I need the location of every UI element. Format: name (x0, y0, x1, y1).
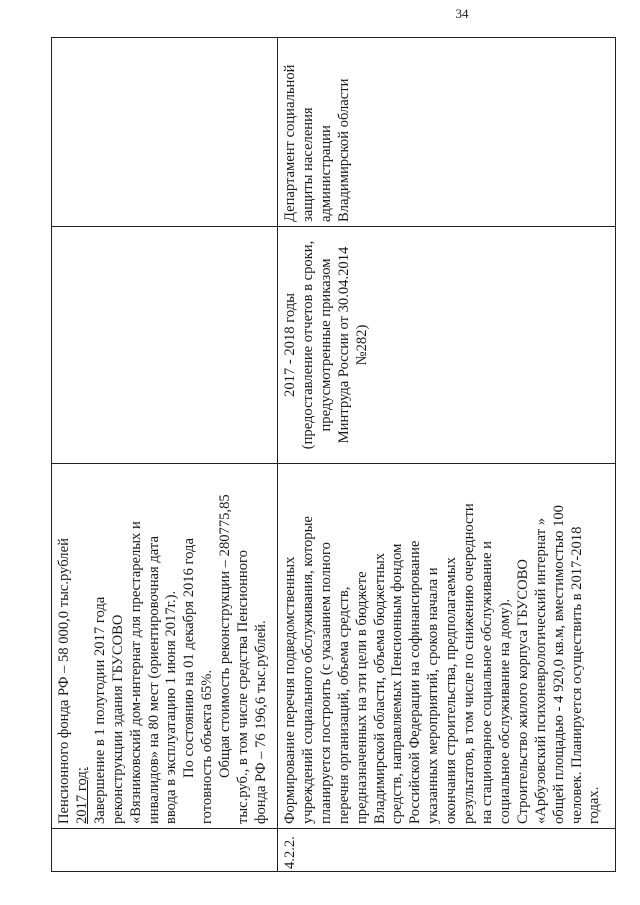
text-line: предназначенных на эти цели в бюджете (353, 571, 370, 824)
text-line: По состоянию на 01 декабря 2016 года (181, 538, 198, 778)
text-line: средств, направляемых Пенсионным фондом (389, 543, 406, 824)
table-rule-top (51, 37, 52, 872)
table-rule-row-divider (277, 37, 278, 872)
text-line: Общая стоимость реконструкции – 280775,85 (217, 494, 234, 778)
text-line: Завершение в 1 полугодии 2017 года (91, 596, 108, 824)
table-rule-description-col (51, 828, 616, 829)
text-line: общей площадью - 4 920,0 кв.м, вместимостью 100 (550, 505, 567, 824)
text-line: Строительство жилого корпуса ГБУСОВО (514, 559, 531, 824)
responsible-line: администрации (317, 125, 334, 222)
responsible-line: Владимирской области (335, 78, 352, 222)
text-line: человек. Планируется осуществить в 2017-2018 (568, 526, 585, 824)
term-line: предусмотренные приказом (317, 258, 334, 432)
text-line: окончания строительства, предполагаемых (443, 557, 460, 824)
row-number: 4.2.2. (282, 836, 298, 869)
text-line: «Вязниковский дом-интернат для престарелых и (127, 521, 144, 824)
text-line: результатов, в том числе по снижению очередности (461, 503, 478, 824)
table-rule-number-col (51, 871, 616, 872)
text-line: указанных мероприятий, сроков начала и (425, 567, 442, 824)
table-rule-responsible-col (51, 226, 616, 227)
responsible-line: Департамент социальной (282, 64, 298, 222)
text-line: Формирование перечня подведомственных (282, 556, 298, 824)
row-number-cell (282, 829, 300, 869)
text-line: готовность объекта 65%. (199, 669, 216, 824)
row-term-cell (282, 229, 372, 461)
text-line: на стационарное социальное обслуживание и (478, 541, 495, 824)
continued-description-cell (56, 466, 271, 824)
page-number: 34 (455, 6, 469, 21)
year-heading: 2017 год: (73, 767, 90, 824)
text-line: Российской Федерации на софинансирование (407, 540, 424, 824)
table-rule-right-edge (51, 37, 616, 38)
term-line: 2017 - 2018 годы (282, 293, 298, 397)
text-line: годах. (586, 786, 603, 824)
text-line: Владимирской области, объема бюджетных (371, 552, 388, 824)
text-line: ввода в эксплуатацию 1 июня 2017г.). (163, 590, 180, 824)
row-responsible-cell (282, 40, 354, 222)
rotated-table-sheet (51, 32, 616, 872)
term-line: Минтруда России от 30.04.2014 (335, 246, 352, 444)
text-line: фонда РФ – 76 196,6 тыс.рублей. (252, 620, 269, 824)
text-line: реконструкции здания ГБУСОВО (109, 614, 126, 824)
table-rule-bottom (615, 37, 616, 872)
table-rule-term-col (51, 463, 616, 464)
term-line: №282) (353, 324, 370, 366)
term-line: (предоставление отчетов в сроки, (299, 240, 316, 450)
text-line: социальное обслуживание на дому). (496, 598, 513, 824)
text-line: планируется построить (с указанием полного (317, 542, 334, 824)
text-line: тыс.руб., в том числе средства Пенсионного (235, 550, 252, 824)
text-line: Пенсионного фонда РФ – 58 000,0 тыс.рублей (56, 538, 72, 824)
text-line: перечня организаций, объема средств, (335, 586, 352, 824)
responsible-line: защиты населения (299, 107, 316, 222)
text-line: учреждений социального обслуживания, которые (299, 516, 316, 824)
text-line: инвалидов» на 80 мест (ориентировочная дата (145, 536, 162, 824)
row-description-cell (282, 466, 604, 824)
text-line: «Арбузовский психоневрологический интернат » (532, 517, 549, 824)
